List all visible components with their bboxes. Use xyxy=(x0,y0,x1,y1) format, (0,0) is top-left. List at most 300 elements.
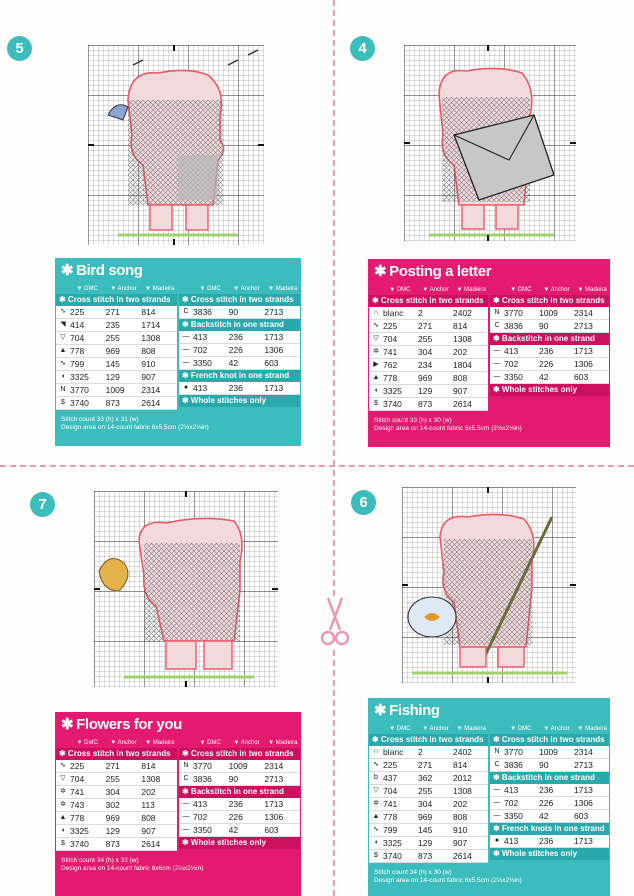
thread-row xyxy=(369,320,488,333)
dmc-number: 3740 xyxy=(383,399,402,409)
dmc-number: 762 xyxy=(383,360,398,370)
madeira-number: 603 xyxy=(264,358,279,368)
chart-svg xyxy=(404,45,576,241)
thread-symbol: ∩ xyxy=(373,748,379,755)
col-dmc: ▼ DMC xyxy=(510,287,532,293)
dmc-number: 702 xyxy=(193,345,208,355)
madeira-number: 808 xyxy=(141,813,156,823)
dmc-number: 3770 xyxy=(504,747,523,757)
thread-symbol: ∿ xyxy=(60,762,66,769)
anchor-number: 236 xyxy=(228,383,243,393)
dmc-number: 437 xyxy=(383,773,398,783)
thread-row xyxy=(369,850,488,863)
thread-symbol: ● xyxy=(183,384,189,391)
anchor-number: 873 xyxy=(105,839,120,849)
design-area: Design area on 14-count fabric 6x6cm (2⅓x2⅓in) xyxy=(61,865,204,872)
thread-row xyxy=(56,799,177,812)
section-heading: ✱ Cross stitch in two strands xyxy=(179,748,300,760)
anchor-number: 235 xyxy=(105,320,120,330)
anchor-number: 1009 xyxy=(228,761,248,771)
anchor-number: 226 xyxy=(228,812,243,822)
dmc-number: 3325 xyxy=(383,838,402,848)
column-headers xyxy=(489,285,610,295)
thread-row xyxy=(369,359,488,372)
col-dmc: ▼ DMC xyxy=(510,726,532,732)
anchor-number: 873 xyxy=(418,851,433,861)
anchor-number: 271 xyxy=(418,321,433,331)
thread-symbol: ◖ xyxy=(60,373,66,380)
thread-symbol: $ xyxy=(374,852,378,859)
thread-row xyxy=(490,746,609,759)
anchor-number: 302 xyxy=(105,800,120,810)
dmc-number: 225 xyxy=(70,761,85,771)
anchor-number: 362 xyxy=(418,773,433,783)
column-headers xyxy=(368,724,489,734)
thread-row xyxy=(369,385,488,398)
anchor-number: 145 xyxy=(105,359,120,369)
thread-row xyxy=(369,759,488,772)
stitch-info xyxy=(368,863,610,885)
section-heading: ✱ Cross stitch in two strands xyxy=(56,748,177,760)
madeira-number: 202 xyxy=(453,799,468,809)
anchor-number: 234 xyxy=(418,360,433,370)
thread-symbol: ▲ xyxy=(372,374,380,381)
section-heading: ✱ Whole stitches only xyxy=(179,395,300,407)
section-heading: ✱ Whole stitches only xyxy=(490,384,609,396)
thread-symbol: — xyxy=(182,346,190,353)
thread-row xyxy=(369,798,488,811)
dmc-number: 3770 xyxy=(70,385,89,395)
madeira-number: 603 xyxy=(574,811,589,821)
stitch-count: Stitch count 33 (h) x 31 (w) xyxy=(61,416,139,423)
anchor-number: 236 xyxy=(539,836,554,846)
dmc-number: 741 xyxy=(383,347,398,357)
section-heading: ✱ Backstitch in one strand xyxy=(179,319,300,331)
thread-symbol: ∿ xyxy=(373,322,379,329)
thread-row xyxy=(369,824,488,837)
thread-row xyxy=(490,307,609,320)
madeira-number: 1713 xyxy=(574,785,593,795)
thread-row xyxy=(369,372,488,385)
madeira-number: 2713 xyxy=(574,321,593,331)
column-headers xyxy=(368,285,489,295)
anchor-number: 255 xyxy=(418,786,433,796)
madeira-number: 2713 xyxy=(574,760,593,770)
madeira-number: 603 xyxy=(574,372,589,382)
dmc-number: 704 xyxy=(70,774,85,784)
madeira-number: 2614 xyxy=(141,398,161,408)
column-headers xyxy=(178,738,301,748)
col-madeira: ▼ Madeira xyxy=(577,287,607,293)
col-anchor: ▼ Anchor xyxy=(233,740,260,746)
stitch-chart-bird-song xyxy=(88,45,264,245)
dmc-number: 3325 xyxy=(70,372,89,382)
section-heading: ✱ Backstitch in one strand xyxy=(490,772,609,784)
thread-row xyxy=(56,786,177,799)
dmc-number: 778 xyxy=(383,812,398,822)
anchor-number: 90 xyxy=(539,321,549,331)
dmc-number: 3836 xyxy=(504,321,523,331)
madeira-number: 1308 xyxy=(141,333,161,343)
thread-row xyxy=(179,382,300,395)
thread-row xyxy=(369,398,488,411)
thread-row xyxy=(490,358,609,371)
section-heading: ✱ Cross stitch in two strands xyxy=(369,295,488,307)
thread-symbol: ∿ xyxy=(373,761,379,768)
madeira-number: 2314 xyxy=(574,747,593,757)
section-heading: ✱ Cross stitch in two strands xyxy=(56,294,177,306)
thread-symbol: $ xyxy=(61,840,65,847)
section-heading: ✱ Cross stitch in two strands xyxy=(490,295,609,307)
anchor-number: 271 xyxy=(105,761,120,771)
cut-line-horizontal xyxy=(0,465,634,467)
thread-row xyxy=(179,760,300,773)
thread-row xyxy=(490,797,609,810)
thread-symbol: — xyxy=(493,360,501,367)
section-heading: ✱ Cross stitch in two strands xyxy=(369,734,488,746)
col-madeira: ▼ Madeira xyxy=(456,287,486,293)
col-anchor: ▼ Anchor xyxy=(110,286,137,292)
section-heading: ✱ Whole stitches only xyxy=(179,837,300,849)
design-area: Design area on 14-count fabric 6x5.5cm (2⅓x2⅛in) xyxy=(61,424,209,431)
thread-row xyxy=(490,320,609,333)
thread-row xyxy=(179,824,300,837)
thread-row xyxy=(369,346,488,359)
thread-row xyxy=(369,333,488,346)
anchor-number: 271 xyxy=(418,760,433,770)
dmc-number: 704 xyxy=(383,786,398,796)
madeira-number: 1308 xyxy=(141,774,161,784)
dmc-number: 704 xyxy=(70,333,85,343)
thread-row xyxy=(56,397,177,410)
thread-symbol: C xyxy=(183,308,189,315)
madeira-number: 907 xyxy=(141,372,156,382)
thread-row xyxy=(490,784,609,797)
dmc-number: 3836 xyxy=(193,774,212,784)
col-madeira: ▼ Madeira xyxy=(577,726,607,732)
section-heading: ✱ Whole stitches only xyxy=(490,848,609,860)
anchor-number: 129 xyxy=(105,372,120,382)
dmc-number: 799 xyxy=(70,359,85,369)
dmc-number: 702 xyxy=(504,359,519,369)
madeira-number: 1713 xyxy=(264,799,284,809)
thread-symbol: ● xyxy=(494,837,500,844)
anchor-number: 129 xyxy=(418,838,433,848)
dmc-number: 799 xyxy=(383,825,398,835)
dmc-number: blanc xyxy=(383,747,404,757)
col-anchor: ▼ Anchor xyxy=(422,726,449,732)
thread-row xyxy=(179,344,300,357)
madeira-number: 2314 xyxy=(264,761,284,771)
dmc-number: 702 xyxy=(504,798,519,808)
anchor-number: 255 xyxy=(418,334,433,344)
thread-symbol: C xyxy=(494,322,500,329)
thread-row xyxy=(179,306,300,319)
thread-row xyxy=(56,825,177,838)
madeira-number: 1306 xyxy=(264,812,284,822)
scissors-icon xyxy=(320,596,350,648)
thread-symbol: ∿ xyxy=(60,308,66,315)
thread-row xyxy=(56,773,177,786)
anchor-number: 42 xyxy=(539,372,549,382)
dmc-number: 3350 xyxy=(504,372,523,382)
madeira-number: 907 xyxy=(453,838,468,848)
madeira-number: 907 xyxy=(141,826,156,836)
pattern-title: ✱ Posting a letter xyxy=(374,263,492,280)
stitch-chart-flowers-for-you xyxy=(94,491,278,687)
madeira-number: 1306 xyxy=(574,798,593,808)
madeira-number: 1306 xyxy=(264,345,284,355)
thread-symbol: — xyxy=(493,347,501,354)
madeira-number: 202 xyxy=(141,787,156,797)
pattern-title: ✱ Fishing xyxy=(374,702,440,719)
stitch-info xyxy=(55,410,301,432)
madeira-number: 2713 xyxy=(264,307,284,317)
pattern-title: ✱ Bird song xyxy=(61,262,143,279)
anchor-number: 145 xyxy=(418,825,433,835)
key-panel-posting-a-letter xyxy=(368,259,610,447)
thread-symbol: ▽ xyxy=(60,775,66,782)
stitch-count: Stitch count 34 (h) x 32 (w) xyxy=(61,857,139,864)
madeira-number: 910 xyxy=(453,825,468,835)
madeira-number: 2402 xyxy=(453,747,472,757)
thread-symbol: ▽ xyxy=(373,335,379,342)
pattern-number-badge: 5 xyxy=(7,36,32,61)
dmc-number: 3350 xyxy=(193,825,212,835)
anchor-number: 90 xyxy=(228,774,239,784)
dmc-number: 778 xyxy=(70,346,85,356)
madeira-number: 113 xyxy=(141,800,155,810)
madeira-number: 2713 xyxy=(264,774,284,784)
madeira-number: 2314 xyxy=(574,308,593,318)
thread-symbol: ▲ xyxy=(59,347,67,354)
thread-symbol: — xyxy=(493,786,501,793)
thread-symbol: N xyxy=(183,762,189,769)
thread-row xyxy=(56,760,177,773)
madeira-number: 2614 xyxy=(141,839,161,849)
anchor-number: 42 xyxy=(228,358,239,368)
anchor-number: 236 xyxy=(539,785,554,795)
pattern-title-text: Flowers for you xyxy=(76,716,182,733)
dmc-number: 3836 xyxy=(504,760,523,770)
madeira-number: 1804 xyxy=(453,360,472,370)
dmc-number: 3350 xyxy=(504,811,523,821)
thread-row xyxy=(490,345,609,358)
madeira-number: 814 xyxy=(453,760,468,770)
key-panel-bird-song xyxy=(55,258,301,446)
thread-row xyxy=(56,838,177,851)
madeira-number: 202 xyxy=(453,347,468,357)
thread-symbol: ✲ xyxy=(373,800,379,807)
thread-symbol: ▲ xyxy=(59,814,67,821)
thread-row xyxy=(56,371,177,384)
thread-row xyxy=(369,785,488,798)
thread-row xyxy=(179,811,300,824)
stitch-count: Stitch count 34 (h) x 30 (w) xyxy=(374,869,452,876)
thread-row xyxy=(369,307,488,320)
madeira-number: 1308 xyxy=(453,334,472,344)
col-anchor: ▼ Anchor xyxy=(543,287,570,293)
dmc-number: 225 xyxy=(70,307,85,317)
col-dmc: ▼ DMC xyxy=(76,286,98,292)
cut-line-vertical xyxy=(333,0,335,896)
section-heading: ✱ Cross stitch in two strands xyxy=(179,294,300,306)
anchor-number: 226 xyxy=(539,359,554,369)
madeira-number: 1713 xyxy=(574,346,593,356)
anchor-number: 226 xyxy=(539,798,554,808)
anchor-number: 236 xyxy=(228,799,243,809)
col-anchor: ▼ Anchor xyxy=(110,740,137,746)
column-headers xyxy=(178,284,301,294)
design-area: Design area on 14-count fabric 6x5.5cm (2⅓x2⅛in) xyxy=(374,877,522,884)
madeira-number: 2314 xyxy=(141,385,161,395)
thread-symbol: ▽ xyxy=(60,334,66,341)
thread-row xyxy=(56,384,177,397)
col-madeira: ▼ Madeira xyxy=(145,286,175,292)
dmc-number: 413 xyxy=(193,799,208,809)
stitch-chart-fishing xyxy=(402,487,576,683)
madeira-number: 808 xyxy=(141,346,156,356)
anchor-number: 2 xyxy=(418,747,423,757)
section-heading: ✱ French knot in one strand xyxy=(179,370,300,382)
thread-row xyxy=(56,332,177,345)
anchor-number: 1009 xyxy=(539,747,558,757)
dmc-number: 743 xyxy=(70,800,85,810)
dmc-number: 225 xyxy=(383,760,398,770)
col-madeira: ▼ Madeira xyxy=(456,726,486,732)
thread-symbol: — xyxy=(493,373,501,380)
madeira-number: 2614 xyxy=(453,851,472,861)
madeira-number: 1714 xyxy=(141,320,161,330)
col-madeira: ▼ Madeira xyxy=(145,740,175,746)
col-madeira: ▼ Madeira xyxy=(268,286,298,292)
madeira-number: 603 xyxy=(264,825,279,835)
thread-symbol: ◥ xyxy=(60,321,66,328)
thread-row xyxy=(56,358,177,371)
madeira-number: 2402 xyxy=(453,308,472,318)
madeira-number: 2012 xyxy=(453,773,472,783)
anchor-number: 304 xyxy=(418,799,433,809)
thread-symbol: — xyxy=(182,359,190,366)
dmc-number: 413 xyxy=(193,332,208,342)
stitch-info xyxy=(55,851,301,873)
anchor-number: 969 xyxy=(105,813,120,823)
thread-symbol: N xyxy=(60,386,66,393)
madeira-number: 814 xyxy=(453,321,468,331)
thread-symbol: ▶ xyxy=(373,361,379,368)
pattern-title-text: Posting a letter xyxy=(389,263,492,280)
thread-symbol: b xyxy=(374,774,378,781)
madeira-number: 814 xyxy=(141,307,156,317)
anchor-number: 304 xyxy=(418,347,433,357)
anchor-number: 969 xyxy=(105,346,120,356)
col-dmc: ▼ DMC xyxy=(389,726,411,732)
thread-row xyxy=(179,357,300,370)
anchor-number: 42 xyxy=(228,825,239,835)
thread-row xyxy=(490,759,609,772)
thread-symbol: ✲ xyxy=(60,801,66,808)
anchor-number: 129 xyxy=(105,826,120,836)
dmc-number: 225 xyxy=(383,321,398,331)
chart-svg xyxy=(94,491,278,687)
stitch-info xyxy=(368,411,610,433)
madeira-number: 1308 xyxy=(453,786,472,796)
chart-svg xyxy=(402,487,576,683)
dmc-number: 741 xyxy=(70,787,85,797)
dmc-number: 3740 xyxy=(70,839,89,849)
key-panel-fishing xyxy=(368,698,610,896)
thread-row xyxy=(179,331,300,344)
thread-symbol: — xyxy=(493,812,501,819)
col-anchor: ▼ Anchor xyxy=(233,286,260,292)
thread-symbol: $ xyxy=(374,400,378,407)
thread-row xyxy=(56,319,177,332)
chart-svg xyxy=(88,45,264,245)
pattern-title: ✱ Flowers for you xyxy=(61,716,182,733)
thread-row xyxy=(56,812,177,825)
thread-row xyxy=(369,746,488,759)
dmc-number: 3740 xyxy=(70,398,89,408)
thread-row xyxy=(369,772,488,785)
anchor-number: 969 xyxy=(418,373,433,383)
col-anchor: ▼ Anchor xyxy=(422,287,449,293)
thread-symbol: ∿ xyxy=(373,826,379,833)
thread-row xyxy=(490,810,609,823)
dmc-number: 413 xyxy=(504,785,519,795)
thread-symbol: C xyxy=(183,775,189,782)
madeira-number: 907 xyxy=(453,386,468,396)
stitch-count: Stitch count 33 (h) x 30 (w) xyxy=(374,417,452,424)
col-dmc: ▼ DMC xyxy=(199,740,221,746)
dmc-number: 704 xyxy=(383,334,398,344)
thread-symbol: ∩ xyxy=(373,309,379,316)
anchor-number: 271 xyxy=(105,307,120,317)
thread-symbol: $ xyxy=(61,399,65,406)
thread-symbol: C xyxy=(494,761,500,768)
pattern-number-badge: 6 xyxy=(351,490,376,515)
dmc-number: 3770 xyxy=(504,308,523,318)
column-headers xyxy=(55,738,178,748)
dmc-number: 3325 xyxy=(70,826,89,836)
anchor-number: 2 xyxy=(418,308,423,318)
anchor-number: 129 xyxy=(418,386,433,396)
anchor-number: 873 xyxy=(418,399,433,409)
anchor-number: 236 xyxy=(228,332,243,342)
thread-symbol: ▽ xyxy=(373,787,379,794)
dmc-number: 702 xyxy=(193,812,208,822)
thread-row xyxy=(369,811,488,824)
dmc-number: 3836 xyxy=(193,307,212,317)
anchor-number: 42 xyxy=(539,811,549,821)
col-dmc: ▼ DMC xyxy=(76,740,98,746)
dmc-number: 3350 xyxy=(193,358,212,368)
dmc-number: 3740 xyxy=(383,851,402,861)
anchor-number: 255 xyxy=(105,333,120,343)
column-headers xyxy=(55,284,178,294)
anchor-number: 90 xyxy=(539,760,549,770)
section-heading: ✱ Backstitch in one strand xyxy=(490,333,609,345)
anchor-number: 969 xyxy=(418,812,433,822)
key-panel-flowers-for-you xyxy=(55,712,301,896)
thread-symbol: ✲ xyxy=(373,348,379,355)
col-dmc: ▼ DMC xyxy=(389,287,411,293)
anchor-number: 304 xyxy=(105,787,120,797)
thread-symbol: — xyxy=(493,799,501,806)
thread-row xyxy=(490,371,609,384)
pattern-title-text: Bird song xyxy=(76,262,143,279)
thread-symbol: — xyxy=(182,333,190,340)
anchor-number: 1009 xyxy=(105,385,125,395)
